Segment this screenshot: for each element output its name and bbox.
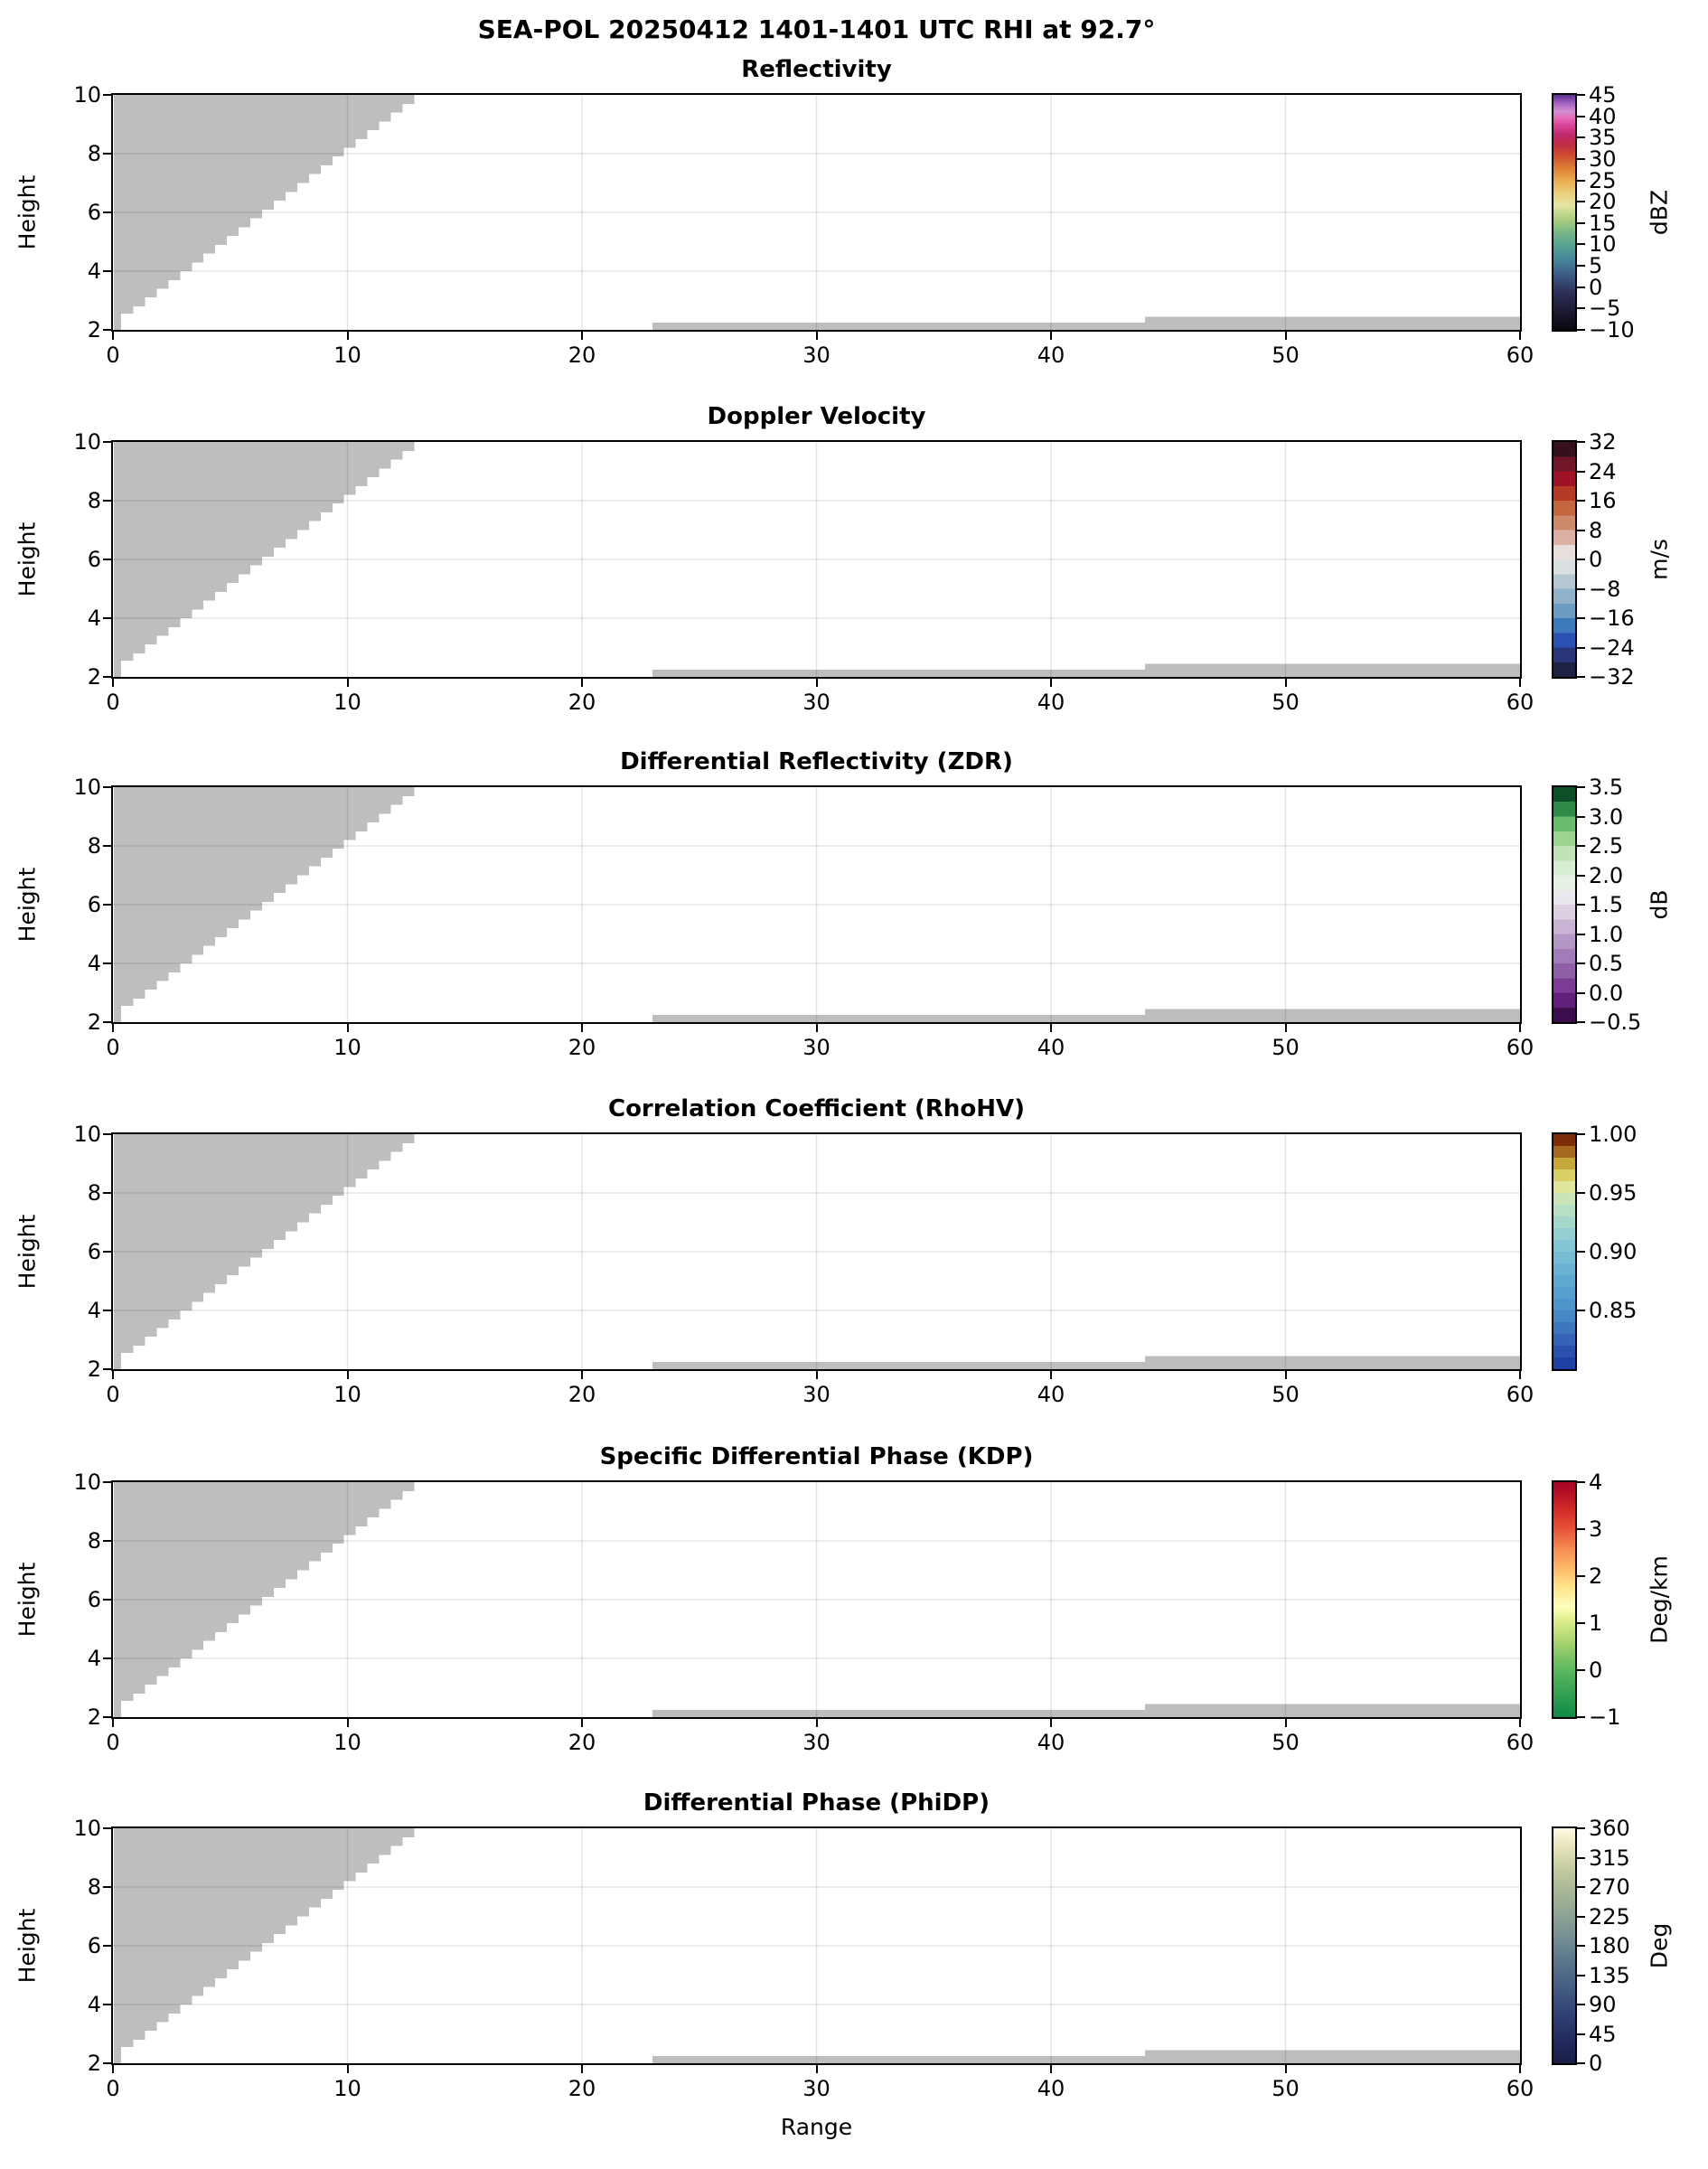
- x-tick-mark: [112, 1719, 114, 1727]
- x-tick-mark: [816, 679, 818, 687]
- colorbar-tick-mark: [1577, 1669, 1585, 1671]
- colorbar-tick-label: 0.5: [1589, 951, 1624, 976]
- y-tick-mark: [103, 1251, 111, 1253]
- colorbar-tick-mark: [1577, 286, 1585, 288]
- x-tick-label: 50: [1272, 1382, 1300, 1407]
- colorbar-tick-label: −24: [1589, 634, 1635, 661]
- x-tick-label: 0: [106, 1730, 120, 1755]
- colorbar-tick-label: 0.0: [1589, 980, 1624, 1006]
- plot-area: [111, 93, 1522, 332]
- x-tick-mark: [581, 1719, 583, 1727]
- y-tick-label: 10: [73, 1816, 101, 1841]
- x-tick-mark: [347, 679, 349, 687]
- x-tick-label: 0: [106, 1035, 120, 1060]
- x-tick-mark: [1050, 679, 1052, 687]
- x-tick-mark: [816, 332, 818, 340]
- y-tick-label: 10: [73, 775, 101, 800]
- x-tick-label: 10: [333, 343, 361, 368]
- colorbar-tick-label: 2: [1589, 1563, 1603, 1589]
- x-tick-mark: [816, 1024, 818, 1032]
- colorbar-tick-mark: [1577, 116, 1585, 117]
- x-tick-mark: [1519, 1371, 1521, 1379]
- y-tick-label: 4: [87, 951, 101, 976]
- no-data-strip: [1145, 2050, 1520, 2063]
- colorbar: [1552, 440, 1577, 679]
- x-tick-label: 10: [333, 2076, 361, 2101]
- x-tick-mark: [1519, 679, 1521, 687]
- colorbar-tick-mark: [1577, 329, 1585, 331]
- x-tick-label: 40: [1037, 690, 1065, 715]
- x-tick-mark: [1285, 1371, 1287, 1379]
- y-tick-mark: [103, 1945, 111, 1947]
- colorbar-tick-label: 225: [1589, 1903, 1630, 1930]
- colorbar-tick-label: 270: [1589, 1874, 1630, 1900]
- y-tick-label: 8: [87, 1874, 101, 1900]
- x-tick-label: 0: [106, 2076, 120, 2101]
- colorbar-tick-label: −10: [1589, 317, 1635, 343]
- x-tick-mark: [347, 1719, 349, 1727]
- x-tick-mark: [347, 2065, 349, 2073]
- y-axis-label: Height: [14, 1562, 41, 1638]
- colorbar-unit-label: Deg: [1646, 1922, 1673, 1969]
- x-tick-label: 20: [568, 343, 596, 368]
- y-tick-mark: [103, 1481, 111, 1483]
- radar-mask-canvas: [113, 1134, 1520, 1369]
- colorbar-tick-label: 40: [1589, 103, 1617, 129]
- no-data-strip: [652, 1710, 1145, 1717]
- colorbar-tick-label: −8: [1589, 576, 1621, 602]
- x-tick-mark: [1050, 1024, 1052, 1032]
- colorbar-tick-label: 8: [1589, 517, 1603, 543]
- y-tick-mark: [103, 153, 111, 155]
- colorbar-tick-label: 15: [1589, 210, 1617, 236]
- colorbar-tick-label: 135: [1589, 1962, 1630, 1988]
- y-axis-label: Height: [14, 867, 41, 943]
- y-tick-mark: [103, 1827, 111, 1829]
- x-tick-label: 10: [333, 1730, 361, 1755]
- radar-mask-canvas: [113, 1828, 1520, 2063]
- x-tick-mark: [1519, 1024, 1521, 1032]
- y-tick-label: 4: [87, 1992, 101, 2017]
- x-tick-mark: [816, 1719, 818, 1727]
- colorbar-tick-label: 0: [1589, 2051, 1603, 2076]
- colorbar-tick-mark: [1577, 1622, 1585, 1624]
- colorbar-tick-label: 1: [1589, 1610, 1603, 1636]
- no-data-strip: [652, 2056, 1145, 2063]
- colorbar-unit-label: Deg/km: [1646, 1555, 1673, 1644]
- colorbar-tick-mark: [1577, 1575, 1585, 1577]
- x-tick-label: 30: [802, 690, 831, 715]
- y-tick-label: 2: [87, 664, 101, 690]
- y-tick-label: 6: [87, 1239, 101, 1264]
- x-tick-mark: [581, 332, 583, 340]
- colorbar: [1552, 93, 1577, 332]
- colorbar-tick-label: −16: [1589, 606, 1635, 631]
- no-data-strip: [1145, 663, 1520, 677]
- colorbar-tick-mark: [1577, 1945, 1585, 1947]
- panel-title: Correlation Coefficient (RhoHV): [607, 1095, 1025, 1122]
- y-tick-label: 8: [87, 141, 101, 166]
- colorbar-tick-mark: [1577, 307, 1585, 309]
- x-tick-mark: [347, 1371, 349, 1379]
- x-tick-mark: [1519, 1719, 1521, 1727]
- colorbar-tick-mark: [1577, 1886, 1585, 1888]
- plot-area: [111, 785, 1522, 1024]
- colorbar-tick-label: 25: [1589, 167, 1617, 193]
- x-tick-label: 50: [1272, 1035, 1300, 1060]
- y-tick-mark: [103, 2004, 111, 2005]
- y-tick-label: 2: [87, 1357, 101, 1382]
- colorbar-tick-label: 1.5: [1589, 892, 1624, 917]
- y-tick-mark: [103, 211, 111, 213]
- y-tick-label: 8: [87, 1180, 101, 1206]
- colorbar-tick-label: 5: [1589, 253, 1603, 279]
- x-tick-mark: [112, 332, 114, 340]
- colorbar: [1552, 1480, 1577, 1719]
- figure-title: SEA-POL 20250412 1401-1401 UTC RHI at 92.7°: [477, 14, 1156, 44]
- x-tick-label: 40: [1037, 2076, 1065, 2101]
- x-tick-mark: [347, 1024, 349, 1032]
- colorbar: [1552, 1132, 1577, 1371]
- y-tick-mark: [103, 1133, 111, 1135]
- y-tick-mark: [103, 559, 111, 560]
- colorbar-tick-mark: [1577, 201, 1585, 202]
- y-axis-label: Height: [14, 174, 41, 250]
- colorbar-tick-label: 0.85: [1589, 1298, 1638, 1323]
- colorbar-tick-label: 45: [1589, 2021, 1617, 2047]
- colorbar-tick-mark: [1577, 471, 1585, 473]
- no-data-strip: [1145, 316, 1520, 330]
- colorbar-tick-mark: [1577, 1192, 1585, 1194]
- y-tick-mark: [103, 617, 111, 619]
- y-tick-mark: [103, 270, 111, 272]
- x-tick-label: 10: [333, 1035, 361, 1060]
- y-tick-label: 10: [73, 82, 101, 108]
- colorbar-tick-label: 10: [1589, 231, 1617, 258]
- colorbar-unit-label: m/s: [1646, 539, 1673, 580]
- colorbar-tick-mark: [1577, 1857, 1585, 1859]
- colorbar-tick-label: 0.95: [1589, 1180, 1638, 1206]
- y-tick-mark: [103, 1192, 111, 1194]
- colorbar-tick-mark: [1577, 136, 1585, 138]
- radar-mask-canvas: [113, 95, 1520, 330]
- y-axis-label: Height: [14, 1214, 41, 1290]
- colorbar-tick-mark: [1577, 992, 1585, 994]
- x-tick-label: 60: [1506, 2076, 1534, 2101]
- x-tick-label: 40: [1037, 1035, 1065, 1060]
- colorbar-tick-label: −5: [1589, 296, 1621, 322]
- x-tick-label: 50: [1272, 343, 1300, 368]
- colorbar-tick-mark: [1577, 2004, 1585, 2005]
- colorbar-tick-mark: [1577, 158, 1585, 160]
- x-tick-mark: [1519, 2065, 1521, 2073]
- colorbar-tick-label: 90: [1589, 1992, 1617, 2017]
- no-data-strip: [652, 1362, 1145, 1369]
- no-data-strip: [652, 1015, 1145, 1022]
- colorbar-tick-mark: [1577, 94, 1585, 96]
- x-tick-label: 20: [568, 2076, 596, 2101]
- colorbar-tick-mark: [1577, 530, 1585, 531]
- colorbar-tick-mark: [1577, 243, 1585, 245]
- colorbar: [1552, 785, 1577, 1024]
- x-tick-label: 60: [1506, 1382, 1534, 1407]
- colorbar-tick-label: 0.90: [1589, 1239, 1638, 1264]
- panel-title: Specific Differential Phase (KDP): [599, 1443, 1034, 1470]
- x-tick-label: 60: [1506, 690, 1534, 715]
- colorbar-tick-mark: [1577, 816, 1585, 818]
- y-tick-mark: [103, 1886, 111, 1888]
- colorbar-tick-mark: [1577, 934, 1585, 935]
- colorbar-tick-mark: [1577, 1716, 1585, 1718]
- colorbar-tick-mark: [1577, 647, 1585, 649]
- x-tick-label: 10: [333, 1382, 361, 1407]
- panel-title: Reflectivity: [741, 56, 892, 83]
- x-tick-mark: [581, 1024, 583, 1032]
- y-tick-mark: [103, 441, 111, 443]
- x-tick-mark: [1050, 1371, 1052, 1379]
- y-tick-mark: [103, 1657, 111, 1659]
- y-tick-mark: [103, 786, 111, 788]
- colorbar-tick-mark: [1577, 1481, 1585, 1483]
- colorbar-tick-label: −1: [1589, 1704, 1621, 1730]
- y-tick-mark: [103, 1021, 111, 1023]
- x-tick-mark: [581, 2065, 583, 2073]
- x-tick-label: 30: [802, 343, 831, 368]
- x-tick-label: 0: [106, 690, 120, 715]
- x-tick-mark: [816, 2065, 818, 2073]
- colorbar-tick-mark: [1577, 845, 1585, 847]
- colorbar-tick-label: 2.0: [1589, 862, 1624, 888]
- y-tick-mark: [103, 329, 111, 331]
- colorbar-tick-label: 3: [1589, 1516, 1603, 1542]
- x-tick-mark: [1050, 332, 1052, 340]
- colorbar-tick-label: 24: [1589, 458, 1617, 484]
- y-tick-label: 4: [87, 1646, 101, 1671]
- colorbar-tick-label: 0: [1589, 547, 1603, 572]
- x-tick-mark: [1285, 332, 1287, 340]
- x-tick-mark: [112, 1371, 114, 1379]
- y-tick-mark: [103, 1599, 111, 1601]
- x-tick-mark: [1285, 1719, 1287, 1727]
- colorbar-tick-mark: [1577, 617, 1585, 619]
- colorbar-tick-mark: [1577, 1916, 1585, 1918]
- y-tick-label: 4: [87, 258, 101, 284]
- x-tick-mark: [1050, 2065, 1052, 2073]
- colorbar-tick-mark: [1577, 2062, 1585, 2064]
- no-data-strip: [652, 670, 1145, 677]
- no-data-strip: [1145, 1704, 1520, 1717]
- x-tick-label: 50: [1272, 1730, 1300, 1755]
- x-tick-label: 20: [568, 1382, 596, 1407]
- panel-title: Doppler Velocity: [707, 403, 926, 430]
- colorbar-tick-label: 0: [1589, 1657, 1603, 1683]
- y-tick-mark: [103, 904, 111, 906]
- colorbar-tick-label: 4: [1589, 1469, 1603, 1495]
- y-tick-mark: [103, 1310, 111, 1311]
- y-tick-mark: [103, 845, 111, 847]
- x-tick-mark: [112, 679, 114, 687]
- y-tick-mark: [103, 676, 111, 678]
- x-tick-label: 30: [802, 1035, 831, 1060]
- colorbar-tick-label: 0: [1589, 274, 1603, 300]
- x-tick-label: 30: [802, 1382, 831, 1407]
- y-tick-label: 4: [87, 606, 101, 631]
- plot-area: [111, 1480, 1522, 1719]
- y-tick-label: 2: [87, 2051, 101, 2076]
- x-tick-label: 0: [106, 1382, 120, 1407]
- colorbar-tick-label: 32: [1589, 429, 1617, 455]
- y-tick-label: 8: [87, 833, 101, 859]
- no-data-strip: [1145, 1009, 1520, 1022]
- colorbar-tick-label: 315: [1589, 1845, 1630, 1871]
- colorbar-tick-mark: [1577, 1827, 1585, 1829]
- radar-mask-canvas: [113, 787, 1520, 1022]
- colorbar-tick-label: 30: [1589, 146, 1617, 172]
- colorbar-tick-mark: [1577, 2033, 1585, 2035]
- colorbar-tick-mark: [1577, 588, 1585, 590]
- x-tick-mark: [347, 332, 349, 340]
- colorbar-tick-mark: [1577, 559, 1585, 560]
- x-tick-label: 50: [1272, 2076, 1300, 2101]
- y-axis-label: Height: [14, 1908, 41, 1984]
- x-tick-mark: [1285, 1024, 1287, 1032]
- colorbar-tick-label: 16: [1589, 488, 1617, 513]
- x-tick-label: 20: [568, 690, 596, 715]
- colorbar-tick-mark: [1577, 222, 1585, 224]
- y-tick-label: 10: [73, 429, 101, 455]
- x-tick-label: 30: [802, 1730, 831, 1755]
- colorbar-tick-label: 1.00: [1589, 1122, 1638, 1147]
- colorbar-tick-mark: [1577, 1133, 1585, 1135]
- plot-area: [111, 1132, 1522, 1371]
- x-tick-label: 60: [1506, 1035, 1534, 1060]
- x-tick-label: 0: [106, 343, 120, 368]
- y-tick-label: 6: [87, 892, 101, 917]
- plot-area: [111, 440, 1522, 679]
- x-tick-label: 10: [333, 690, 361, 715]
- y-tick-label: 10: [73, 1469, 101, 1495]
- colorbar-tick-label: 45: [1589, 82, 1617, 108]
- y-tick-label: 6: [87, 547, 101, 572]
- y-tick-label: 6: [87, 1933, 101, 1958]
- x-tick-label: 40: [1037, 343, 1065, 368]
- x-tick-label: 40: [1037, 1730, 1065, 1755]
- plot-area: [111, 1826, 1522, 2065]
- x-tick-mark: [112, 2065, 114, 2073]
- colorbar-tick-mark: [1577, 500, 1585, 502]
- colorbar-tick-label: 1.0: [1589, 921, 1624, 947]
- colorbar-tick-mark: [1577, 676, 1585, 678]
- radar-mask-canvas: [113, 1482, 1520, 1717]
- colorbar-unit-label: dBZ: [1646, 189, 1673, 236]
- colorbar-tick-mark: [1577, 1021, 1585, 1023]
- y-tick-label: 6: [87, 1587, 101, 1612]
- x-tick-mark: [581, 679, 583, 687]
- colorbar-tick-label: −32: [1589, 664, 1635, 690]
- colorbar-tick-mark: [1577, 904, 1585, 906]
- colorbar-tick-mark: [1577, 441, 1585, 443]
- colorbar-tick-label: 180: [1589, 1933, 1630, 1958]
- x-tick-mark: [1285, 679, 1287, 687]
- colorbar-tick-mark: [1577, 265, 1585, 267]
- colorbar-tick-mark: [1577, 180, 1585, 182]
- x-tick-mark: [816, 1371, 818, 1379]
- x-tick-label: 20: [568, 1035, 596, 1060]
- y-tick-mark: [103, 962, 111, 964]
- colorbar-tick-label: 360: [1589, 1816, 1630, 1841]
- x-tick-label: 60: [1506, 1730, 1534, 1755]
- colorbar-tick-mark: [1577, 786, 1585, 788]
- no-data-strip: [1145, 1356, 1520, 1369]
- y-tick-label: 10: [73, 1122, 101, 1147]
- y-axis-label: Height: [14, 521, 41, 597]
- no-data-strip: [652, 323, 1145, 330]
- x-tick-label: 60: [1506, 343, 1534, 368]
- x-tick-mark: [1050, 1719, 1052, 1727]
- x-tick-mark: [1285, 2065, 1287, 2073]
- colorbar-tick-label: 35: [1589, 125, 1617, 151]
- y-tick-label: 4: [87, 1298, 101, 1323]
- colorbar-tick-mark: [1577, 1975, 1585, 1977]
- colorbar-tick-mark: [1577, 1528, 1585, 1530]
- x-tick-label: 40: [1037, 1382, 1065, 1407]
- panel-title: Differential Phase (PhiDP): [643, 1789, 990, 1817]
- y-tick-label: 2: [87, 1009, 101, 1035]
- colorbar-unit-label: dB: [1646, 889, 1673, 920]
- y-tick-label: 8: [87, 488, 101, 513]
- radar-mask-canvas: [113, 442, 1520, 677]
- colorbar-tick-mark: [1577, 1251, 1585, 1253]
- y-tick-mark: [103, 2062, 111, 2064]
- colorbar-tick-mark: [1577, 1310, 1585, 1311]
- x-tick-label: 50: [1272, 690, 1300, 715]
- y-tick-mark: [103, 1716, 111, 1718]
- y-tick-mark: [103, 1540, 111, 1542]
- y-tick-mark: [103, 500, 111, 502]
- x-tick-mark: [581, 1371, 583, 1379]
- y-tick-mark: [103, 94, 111, 96]
- x-tick-label: 20: [568, 1730, 596, 1755]
- colorbar-tick-label: 2.5: [1589, 833, 1624, 859]
- colorbar-tick-mark: [1577, 875, 1585, 877]
- x-tick-label: 30: [802, 2076, 831, 2101]
- x-tick-mark: [112, 1024, 114, 1032]
- colorbar: [1552, 1826, 1577, 2065]
- x-tick-mark: [1519, 332, 1521, 340]
- colorbar-tick-mark: [1577, 962, 1585, 964]
- y-tick-mark: [103, 1368, 111, 1370]
- colorbar-tick-label: 3.5: [1589, 775, 1624, 800]
- y-tick-label: 2: [87, 317, 101, 343]
- y-tick-label: 8: [87, 1528, 101, 1554]
- colorbar-tick-label: −0.5: [1589, 1009, 1642, 1035]
- colorbar-tick-label: 20: [1589, 189, 1617, 215]
- panel-title: Differential Reflectivity (ZDR): [620, 748, 1013, 775]
- y-tick-label: 2: [87, 1704, 101, 1730]
- x-axis-label: Range: [780, 2114, 853, 2140]
- y-tick-label: 6: [87, 200, 101, 225]
- colorbar-tick-label: 3.0: [1589, 803, 1624, 830]
